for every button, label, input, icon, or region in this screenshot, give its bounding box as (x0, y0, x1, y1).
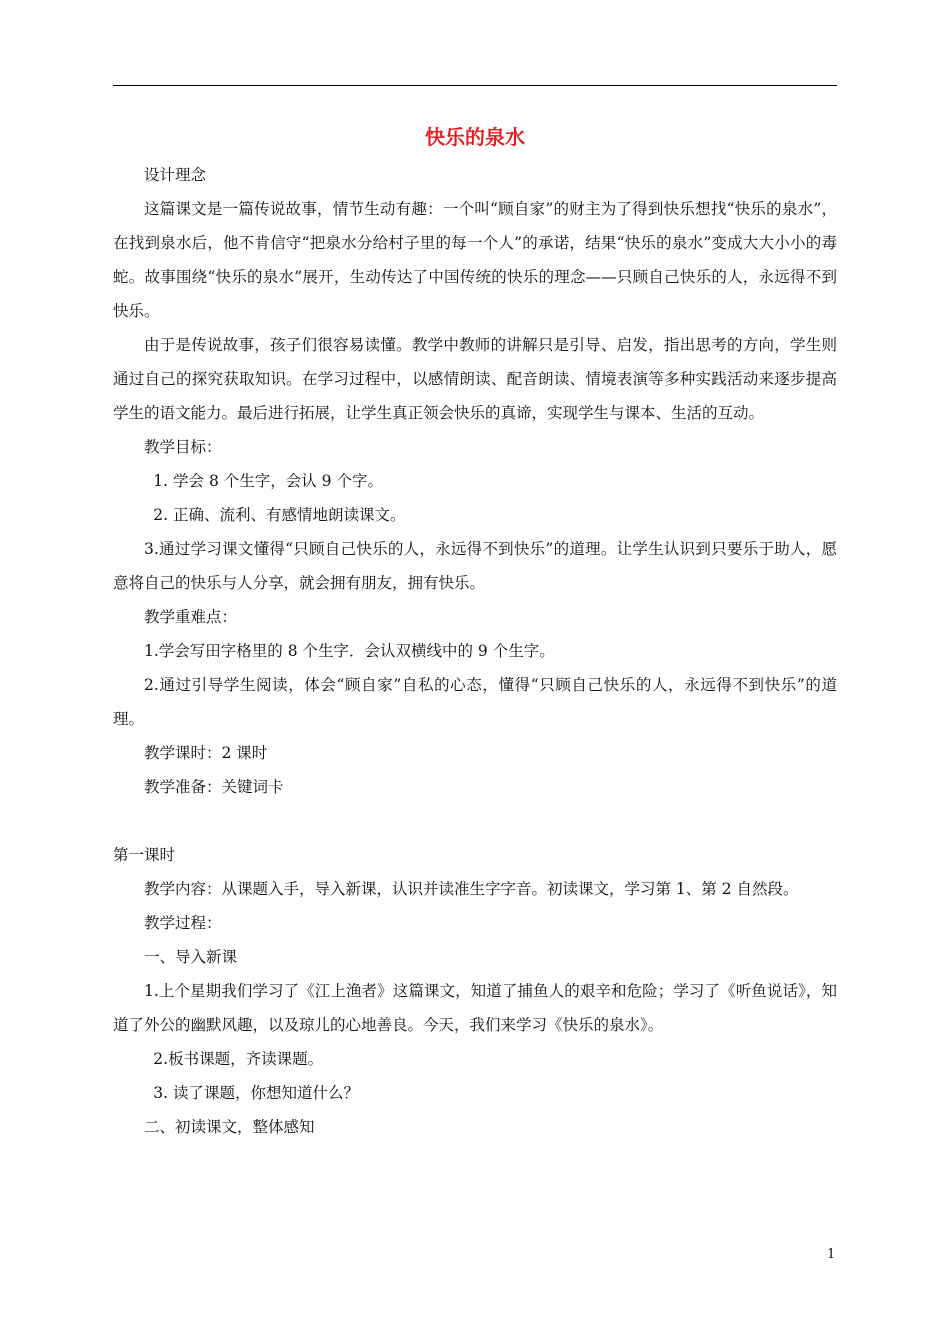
list-item: 1.上个星期我们学习了《江上渔者》这篇课文，知道了捕鱼人的艰辛和危险；学习了《听鱼说话》，知道了外公的幽默风趣，以及琼儿的心地善良。今天，我们来学习《快乐的泉水》。 (113, 982, 837, 1034)
teaching-preparation: 教学准备：关键词卡 (144, 778, 284, 796)
teaching-hours: 教学课时：2 课时 (144, 744, 268, 762)
lesson-heading: 第一课时 (113, 846, 176, 864)
step-heading: 二、初读课文，整体感知 (144, 1118, 315, 1136)
section-heading-teaching-process: 教学过程： (144, 914, 222, 932)
page-number: 1 (827, 1247, 836, 1262)
list-item: 1. 学会 8 个生字，会认 9 个字。 (153, 472, 383, 490)
list-item: 2. 正确、流利、有感情地朗读课文。 (153, 506, 406, 524)
paragraph: 由于是传说故事，孩子们很容易读懂。教学中教师的讲解只是引导、启发，指出思考的方向，学生则通过自己的探究获取知识。在学习过程中，以感情朗读、配音朗读、情境表演等多种实践活动来逐步提高学生的语文能力。最后进行拓展，让学生真正领会快乐的真谛，实现学生与课本、生活的互动。 (113, 336, 837, 422)
list-item: 3.通过学习课文懂得“只顾自己快乐的人，永远得不到快乐”的道理。让学生认识到只要乐于助人，愿意将自己的快乐与人分享，就会拥有朋友，拥有快乐。 (113, 540, 837, 592)
list-item: 1.学会写田字格里的 8 个生字．会认双横线中的 9 个生字。 (144, 642, 555, 660)
section-heading-key-points: 教学重难点： (144, 608, 238, 626)
paragraph: 这篇课文是一篇传说故事，情节生动有趣：一个叫“顾自家”的财主为了得到快乐想找“快乐的泉水”，在找到泉水后，他不肯信守“把泉水分给村子里的每一个人”的承诺，结果“快乐的泉水”变成大大小小的毒蛇。故事围绕“快乐的泉水”展开，生动传达了中国传统的快乐的理念——只顾自己快乐的人，永远得不到快乐。 (113, 200, 837, 320)
header-rule (113, 85, 837, 86)
teaching-content: 教学内容：从课题入手，导入新课，认识并读准生字字音。初读课文，学习第 1、第 2 自然段。 (144, 880, 799, 898)
list-item: 2.通过引导学生阅读，体会“顾自家”自私的心态，懂得“只顾自己快乐的人，永远得不到快乐”的道理。 (113, 676, 837, 728)
document-body (113, 158, 837, 1144)
list-item: 3. 读了课题，你想知道什么？ (153, 1084, 360, 1102)
step-heading: 一、导入新课 (144, 948, 238, 966)
list-item: 2.板书课题，齐读课题。 (153, 1050, 324, 1068)
document-title: 快乐的泉水 (425, 125, 525, 149)
section-heading-teaching-goals: 教学目标： (144, 438, 222, 456)
section-heading-design-concept: 设计理念 (144, 166, 207, 184)
